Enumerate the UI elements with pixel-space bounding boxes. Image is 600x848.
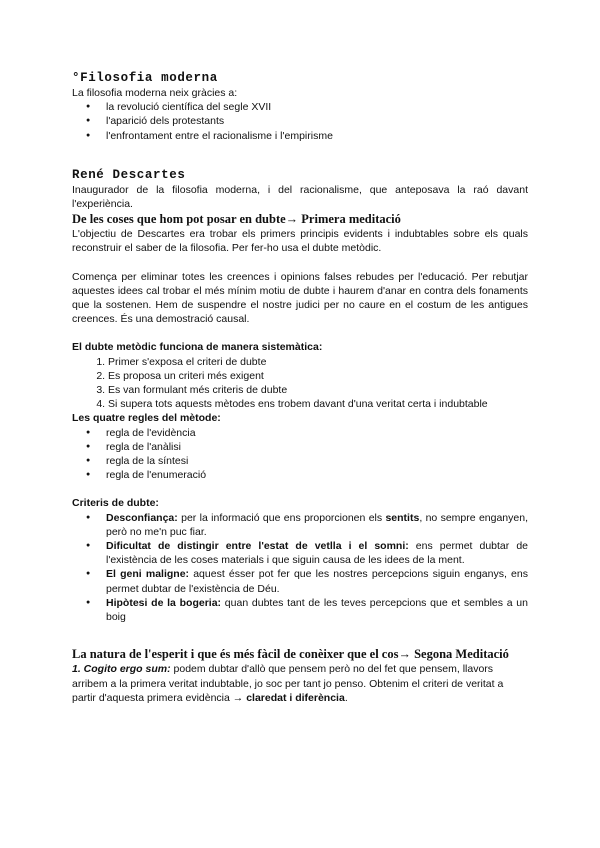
list-item: ● regla de l'enumeració bbox=[106, 468, 528, 482]
section-title-rene-descartes: René Descartes bbox=[72, 167, 186, 182]
criterion-emphasis: sentits bbox=[385, 511, 420, 524]
document-page bbox=[72, 70, 528, 705]
list-item: ● l'aparició dels protestants bbox=[106, 114, 528, 128]
list-item bbox=[106, 539, 528, 567]
paragraph: L'objectiu de Descartes era trobar els primers principis evidents i indubtables sobre els quals reconstruir el saber de la filosofia. Per fer-ho usa el dubte metòdic. bbox=[72, 228, 528, 255]
criterion-term: El geni maligne: bbox=[106, 568, 190, 581]
list-item: ● l'enfrontament entre el racionalisme i l'empirisme bbox=[106, 129, 528, 143]
section-title-segona-meditacio: La natura de l'esperit i que és més fàcil de conèixer que el cos→ Segona Meditació bbox=[72, 647, 509, 662]
section-intro: La filosofia moderna neix gràcies a: bbox=[72, 87, 238, 99]
descartes-intro: Inaugurador de la filosofia moderna, i del racionalisme, que anteposava la raó davant l'experiència. bbox=[72, 183, 528, 211]
numbered-list bbox=[72, 355, 528, 412]
bullet-list bbox=[72, 426, 528, 483]
criterion-term: Hipòtesi de la bogeria: bbox=[106, 596, 222, 609]
rules-heading: Les quatre regles del mètode: bbox=[72, 412, 221, 425]
cogito-text: podem dubtar d'allò que pensem però no del fet que pensem, llavors arribem a la primera veritat indubtable, jo soc per tant jo penso. Obtenim el criteri de veritat a partir d'aquesta primera evidència → bbox=[72, 663, 504, 704]
list-item: 4. Si supera tots aquests mètodes ens trobem davant d'una veritat certa i indubtable bbox=[108, 397, 528, 411]
criterion-text: aquest ésser pot fer que les nostres percepcions siguin enganys, ens permet dubtar de l'existència de Déu. bbox=[106, 568, 528, 595]
list-item bbox=[106, 511, 528, 539]
method-heading: El dubte metòdic funciona de manera sistemàtica: bbox=[72, 341, 323, 354]
list-item: ● regla de l'anàlisi bbox=[106, 440, 528, 454]
cogito-emphasis: claredat i diferència bbox=[246, 691, 345, 704]
section-title-filosofia-moderna: °Filosofia moderna bbox=[72, 71, 218, 85]
cogito-end: . bbox=[344, 691, 348, 704]
criteria-heading: Criteris de dubte: bbox=[72, 497, 159, 510]
list-item: 3. Es van formulant més criteris de dubte bbox=[108, 383, 528, 397]
criterion-text: ens permet dubtar de l'existència de les coses materials i que siguin causa de les idees de la ment. bbox=[106, 540, 528, 567]
criterion-text: quan dubtes tant de les teves percepcions que et sembles a un boig bbox=[106, 596, 528, 624]
list-item: ● regla de la síntesi bbox=[106, 454, 528, 468]
list-item bbox=[106, 567, 528, 595]
cogito-label: 1. Cogito ergo sum: bbox=[72, 663, 171, 676]
section-title-primera-meditacio: De les coses que hom pot posar en dubte→ Primera meditació bbox=[72, 212, 401, 227]
paragraph: Comença per eliminar totes les creences i opinions falses rebudes per l'educació. Per rebutjar aquestes idees cal trobar el més mínim motiu de dubte i haurem d'anar en contra dels fonaments que la sostenen. Hem de suspendre el nostre judici per no caure en el costum de les antigues creences. És una demostració causal. bbox=[72, 270, 528, 326]
bullet-list bbox=[72, 511, 528, 625]
criterion-text: , no sempre enganyen, però no me'n puc fiar. bbox=[106, 511, 528, 538]
list-item: ● la revolució científica del segle XVII bbox=[106, 100, 528, 114]
bullet-list bbox=[72, 100, 528, 143]
list-item: ● regla de l'evidència bbox=[106, 426, 528, 440]
criterion-term: Desconfiança: bbox=[106, 511, 178, 524]
list-item: 2. Es proposa un criteri més exigent bbox=[108, 369, 528, 383]
criterion-term: Dificultat de distingir entre l'estat de vetlla i el somni: bbox=[106, 540, 409, 553]
cogito-paragraph bbox=[72, 662, 528, 705]
list-item: 1. Primer s'exposa el criteri de dubte bbox=[108, 355, 528, 369]
list-item bbox=[106, 596, 528, 624]
criterion-text: per la informació que ens proporcionen els bbox=[177, 511, 386, 524]
